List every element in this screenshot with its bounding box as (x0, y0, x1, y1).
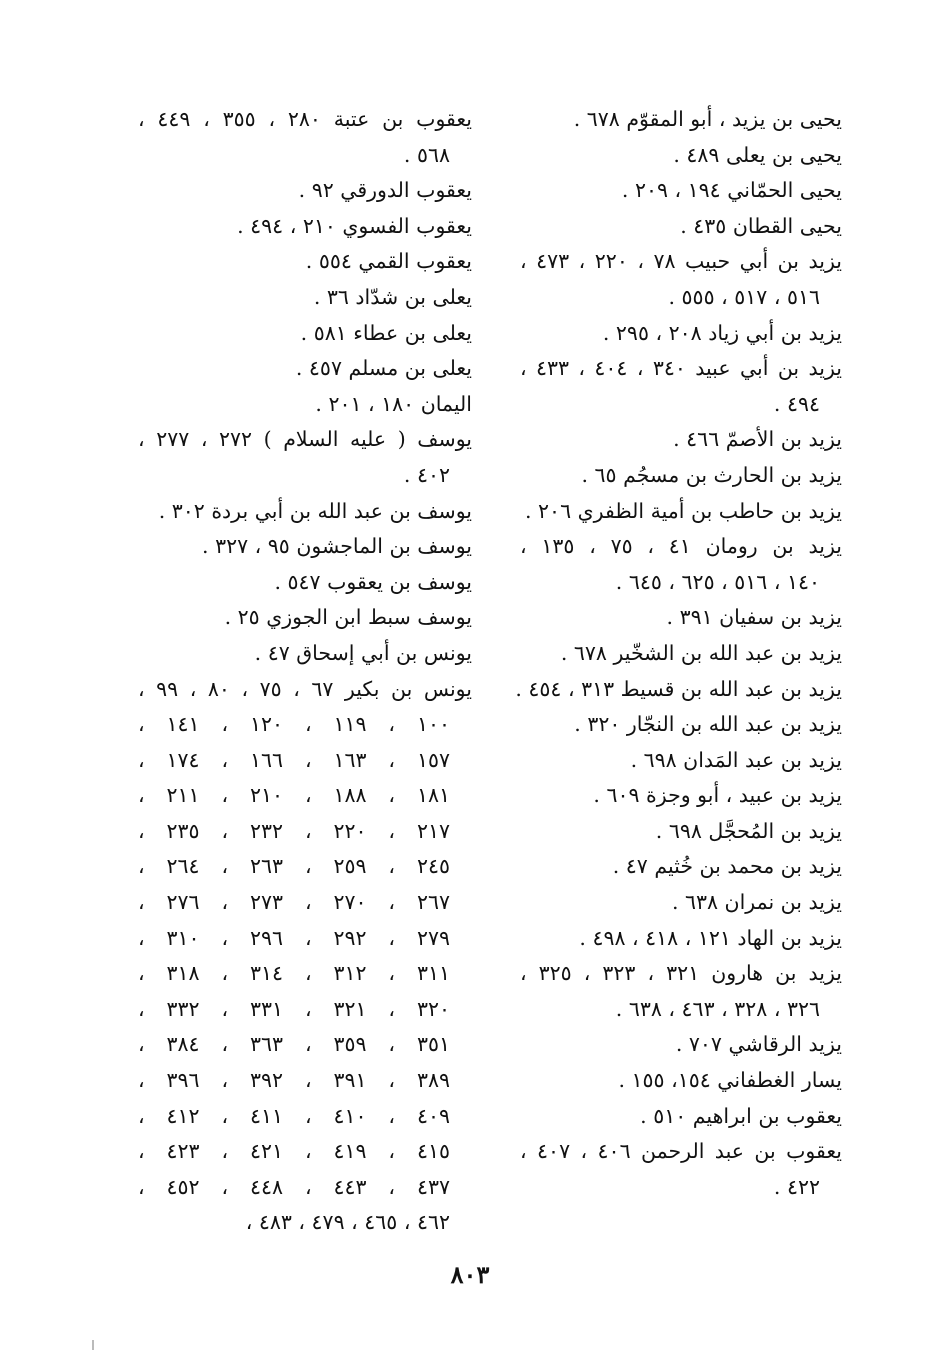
index-entry (520, 209, 842, 245)
index-entry (520, 849, 842, 885)
entry-continuation-line: ٤٦٢ ، ٤٦٥ ، ٤٧٩ ، ٤٨٣ ، (245, 1210, 450, 1235)
entry-continuation-line: ٣٢٠ ، ٣٢١ ، ٣٣١ ، ٣٣٢ ، (138, 996, 450, 1021)
entry-continuation-line: ٢١٧ ، ٢٢٠ ، ٢٣٢ ، ٢٣٥ ، (138, 818, 450, 843)
entry-line: يزيد بن الهاد ١٢١ ، ٤١٨ ، ٤٩٨ . (579, 925, 842, 950)
entry-line: يونس بن أبي إسحاق ٤٧ . (254, 640, 472, 665)
index-entry (520, 778, 842, 814)
entry-line: يزيد بن نمران ٦٣٨ . (671, 890, 842, 915)
entry-line: يزيد بن سفيان ٣٩١ . (666, 605, 842, 630)
entry-continuation-line: ٤١٥ ، ٤١٩ ، ٤٢١ ، ٤٢٣ ، (138, 1139, 450, 1164)
entry-line: يوسف ( عليه السلام ) ٢٧٢ ، ٢٧٧ ، (138, 427, 473, 452)
entry-line: يعقوب الدورقي ٩٢ . (298, 178, 472, 203)
index-column-right (515, 102, 842, 1205)
entry-line: يزيد بن المُحجَّل ٦٩٨ . (655, 818, 842, 843)
index-entry (520, 102, 842, 138)
entry-continuation-line: ٢٤٥ ، ٢٥٩ ، ٢٦٣ ، ٢٦٤ ، (138, 854, 450, 879)
index-entry (138, 316, 472, 352)
entry-continuation-line: ٤٣٧ ، ٤٤٣ ، ٤٤٨ ، ٤٥٢ ، (138, 1174, 450, 1199)
index-entry (520, 956, 842, 1027)
entry-line: يزيد بن عبد الله بن النجّار ٣٢٠ . (574, 712, 842, 737)
entry-continuation-line: ٤٩٤ . (773, 391, 820, 416)
entry-line: يزيد بن أبي عبيد ٣٤٠ ، ٤٠٤ ، ٤٣٣ ، (520, 356, 842, 381)
index-entry (138, 209, 472, 245)
entry-line: يزيد بن محمد بن خُثيم ٤٧ . (612, 854, 842, 879)
index-entry (520, 173, 842, 209)
entry-line: يوسف سبط ابن الجوزي ٢٥ . (224, 605, 472, 630)
entry-continuation-line: ١٨١ ، ١٨٨ ، ٢١٠ ، ٢١١ ، (138, 783, 450, 808)
index-entry (520, 1027, 842, 1063)
index-entry (520, 244, 842, 315)
entry-line: يزيد بن عبد الله بن قسيط ٣١٣ ، ٤٥٤ . (515, 676, 842, 701)
entry-line: يزيد بن أبي زياد ٢٠٨ ، ٢٩٥ . (602, 320, 842, 345)
index-entry (520, 422, 842, 458)
entry-line: يحيى بن يزيد ، أبو المقوّم ٦٧٨ . (573, 107, 842, 131)
entry-continuation-line: ١٥٧ ، ١٦٣ ، ١٦٦ ، ١٧٤ ، (138, 747, 450, 772)
entry-line: يعقوب بن عبد الرحمن ٤٠٦ ، ٤٠٧ ، (520, 1139, 842, 1164)
entry-line: يوسف بن عبد الله بن أبي بردة ٣٠٢ . (158, 498, 472, 523)
entry-line: يحيى بن يعلى ٤٨٩ . (673, 142, 842, 167)
entry-continuation-line: ٥١٦ ، ٥١٧ ، ٥٥٥ . (668, 284, 820, 309)
entry-continuation-line: ٤٢٢ . (773, 1174, 820, 1199)
index-entry (138, 102, 472, 173)
entry-line: يعقوب بن عتبة ٢٨٠ ، ٣٥٥ ، ٤٤٩ ، (138, 107, 473, 131)
index-entry (138, 565, 472, 601)
index-entry (138, 173, 472, 209)
entry-line: يعقوب بن ابراهيم ٥١٠ . (640, 1103, 842, 1128)
entry-continuation-line: ٢٧٩ ، ٢٩٢ ، ٢٩٦ ، ٣١٠ ، (138, 925, 450, 950)
entry-line: يسار الغطفاني ١٥٤، ١٥٥ . (618, 1068, 842, 1093)
index-entry (520, 1063, 842, 1099)
entry-line: يزيد بن عبيد ، أبو وجزة ٦٠٩ . (593, 783, 842, 808)
entry-continuation-line: ٣٢٦ ، ٣٢٨ ، ٤٦٣ ، ٦٣٨ . (615, 996, 820, 1021)
entry-line: يونس بن بكير ٦٧ ، ٧٥ ، ٨٠ ، ٩٩ ، (138, 676, 472, 701)
margin-mark (92, 1340, 94, 1350)
index-entry (515, 672, 842, 708)
entry-continuation-line: ١٤٠ ، ٥١٦ ، ٦٢٥ ، ٦٤٥ . (615, 569, 820, 594)
index-entry (520, 1134, 842, 1205)
entry-line: يزيد الرقاشي ٧٠٧ . (675, 1032, 842, 1057)
index-entry (138, 244, 472, 280)
index-entry (520, 458, 842, 494)
entry-line: يعقوب القمي ٥٥٤ . (305, 249, 472, 274)
index-entry (520, 743, 842, 779)
entry-line: يزيد بن الأصمّ ٤٦٦ . (673, 427, 842, 452)
entry-line: يعلى بن مسلم ٤٥٧ . (295, 356, 472, 381)
index-entry (520, 707, 842, 743)
entry-line: يزيد بن هارون ٣٢١ ، ٣٢٣ ، ٣٢٥ ، (520, 961, 842, 986)
page-number: ٨٠٣ (450, 1260, 490, 1289)
index-entry (520, 494, 842, 530)
index-entry (520, 351, 842, 422)
index-entry (138, 494, 472, 530)
entry-line: يعلى بن شدّاد ٣٦ . (313, 284, 472, 309)
index-entry (520, 600, 842, 636)
index-entry (520, 138, 842, 174)
entry-continuation-line: ٢٦٧ ، ٢٧٠ ، ٢٧٣ ، ٢٧٦ ، (138, 890, 450, 915)
index-entry (138, 280, 472, 316)
index-column-left (138, 102, 472, 1241)
entry-line: يحيى القطان ٤٣٥ . (680, 213, 842, 238)
entry-line: يزيد بن عبد المَدان ٦٩٨ . (630, 747, 842, 772)
entry-continuation-line: ٣١١ ، ٣١٢ ، ٣١٤ ، ٣١٨ ، (138, 961, 450, 986)
entry-line: يحيى الحمّاني ١٩٤ ، ٢٠٩ . (621, 178, 842, 203)
index-entry (138, 422, 472, 493)
index-entry (520, 921, 842, 957)
entry-continuation-line: ٣٨٩ ، ٣٩١ ، ٣٩٢ ، ٣٩٦ ، (138, 1068, 450, 1093)
entry-continuation-line: ٥٦٨ . (403, 142, 450, 167)
index-entry (138, 672, 472, 1242)
entry-continuation-line: ٤٠٩ ، ٤١٠ ، ٤١١ ، ٤١٢ ، (138, 1103, 450, 1128)
entry-line: يوسف بن يعقوب ٥٤٧ . (274, 569, 472, 594)
index-entry (138, 387, 472, 423)
index-entry (138, 600, 472, 636)
index-entry (520, 814, 842, 850)
entry-line: اليمان ١٨٠ ، ٢٠١ . (315, 391, 472, 416)
index-entry (520, 885, 842, 921)
index-entry (138, 351, 472, 387)
entry-line: يزيد بن رومان ٤١ ، ٧٥ ، ١٣٥ ، (520, 534, 842, 559)
entry-line: يزيد بن أبي حبيب ٧٨ ، ٢٢٠ ، ٤٧٣ ، (520, 249, 842, 274)
entry-line: يزيد بن حاطب بن أمية الظفري ٢٠٦ . (525, 498, 842, 523)
entry-line: يوسف بن الماجشون ٩٥ ، ٣٢٧ . (202, 534, 472, 559)
entry-line: يزيد بن الحارث بن مسجُم ٦٥ . (581, 462, 842, 487)
index-entry (520, 1099, 842, 1135)
entry-continuation-line: ٤٠٢ . (403, 462, 450, 487)
index-entry (520, 636, 842, 672)
entry-line: يعقوب الفسوي ٢١٠ ، ٤٩٤ . (237, 213, 472, 238)
entry-line: يعلى بن عطاء ٥٨١ . (300, 320, 472, 345)
index-entry (138, 636, 472, 672)
index-entry (138, 529, 472, 565)
entry-continuation-line: ١٠٠ ، ١١٩ ، ١٢٠ ، ١٤١ ، (138, 712, 450, 737)
index-entry (520, 529, 842, 600)
index-entry (520, 316, 842, 352)
entry-line: يزيد بن عبد الله بن الشخّير ٦٧٨ . (560, 640, 842, 665)
entry-continuation-line: ٣٥١ ، ٣٥٩ ، ٣٦٣ ، ٣٨٤ ، (138, 1032, 450, 1057)
